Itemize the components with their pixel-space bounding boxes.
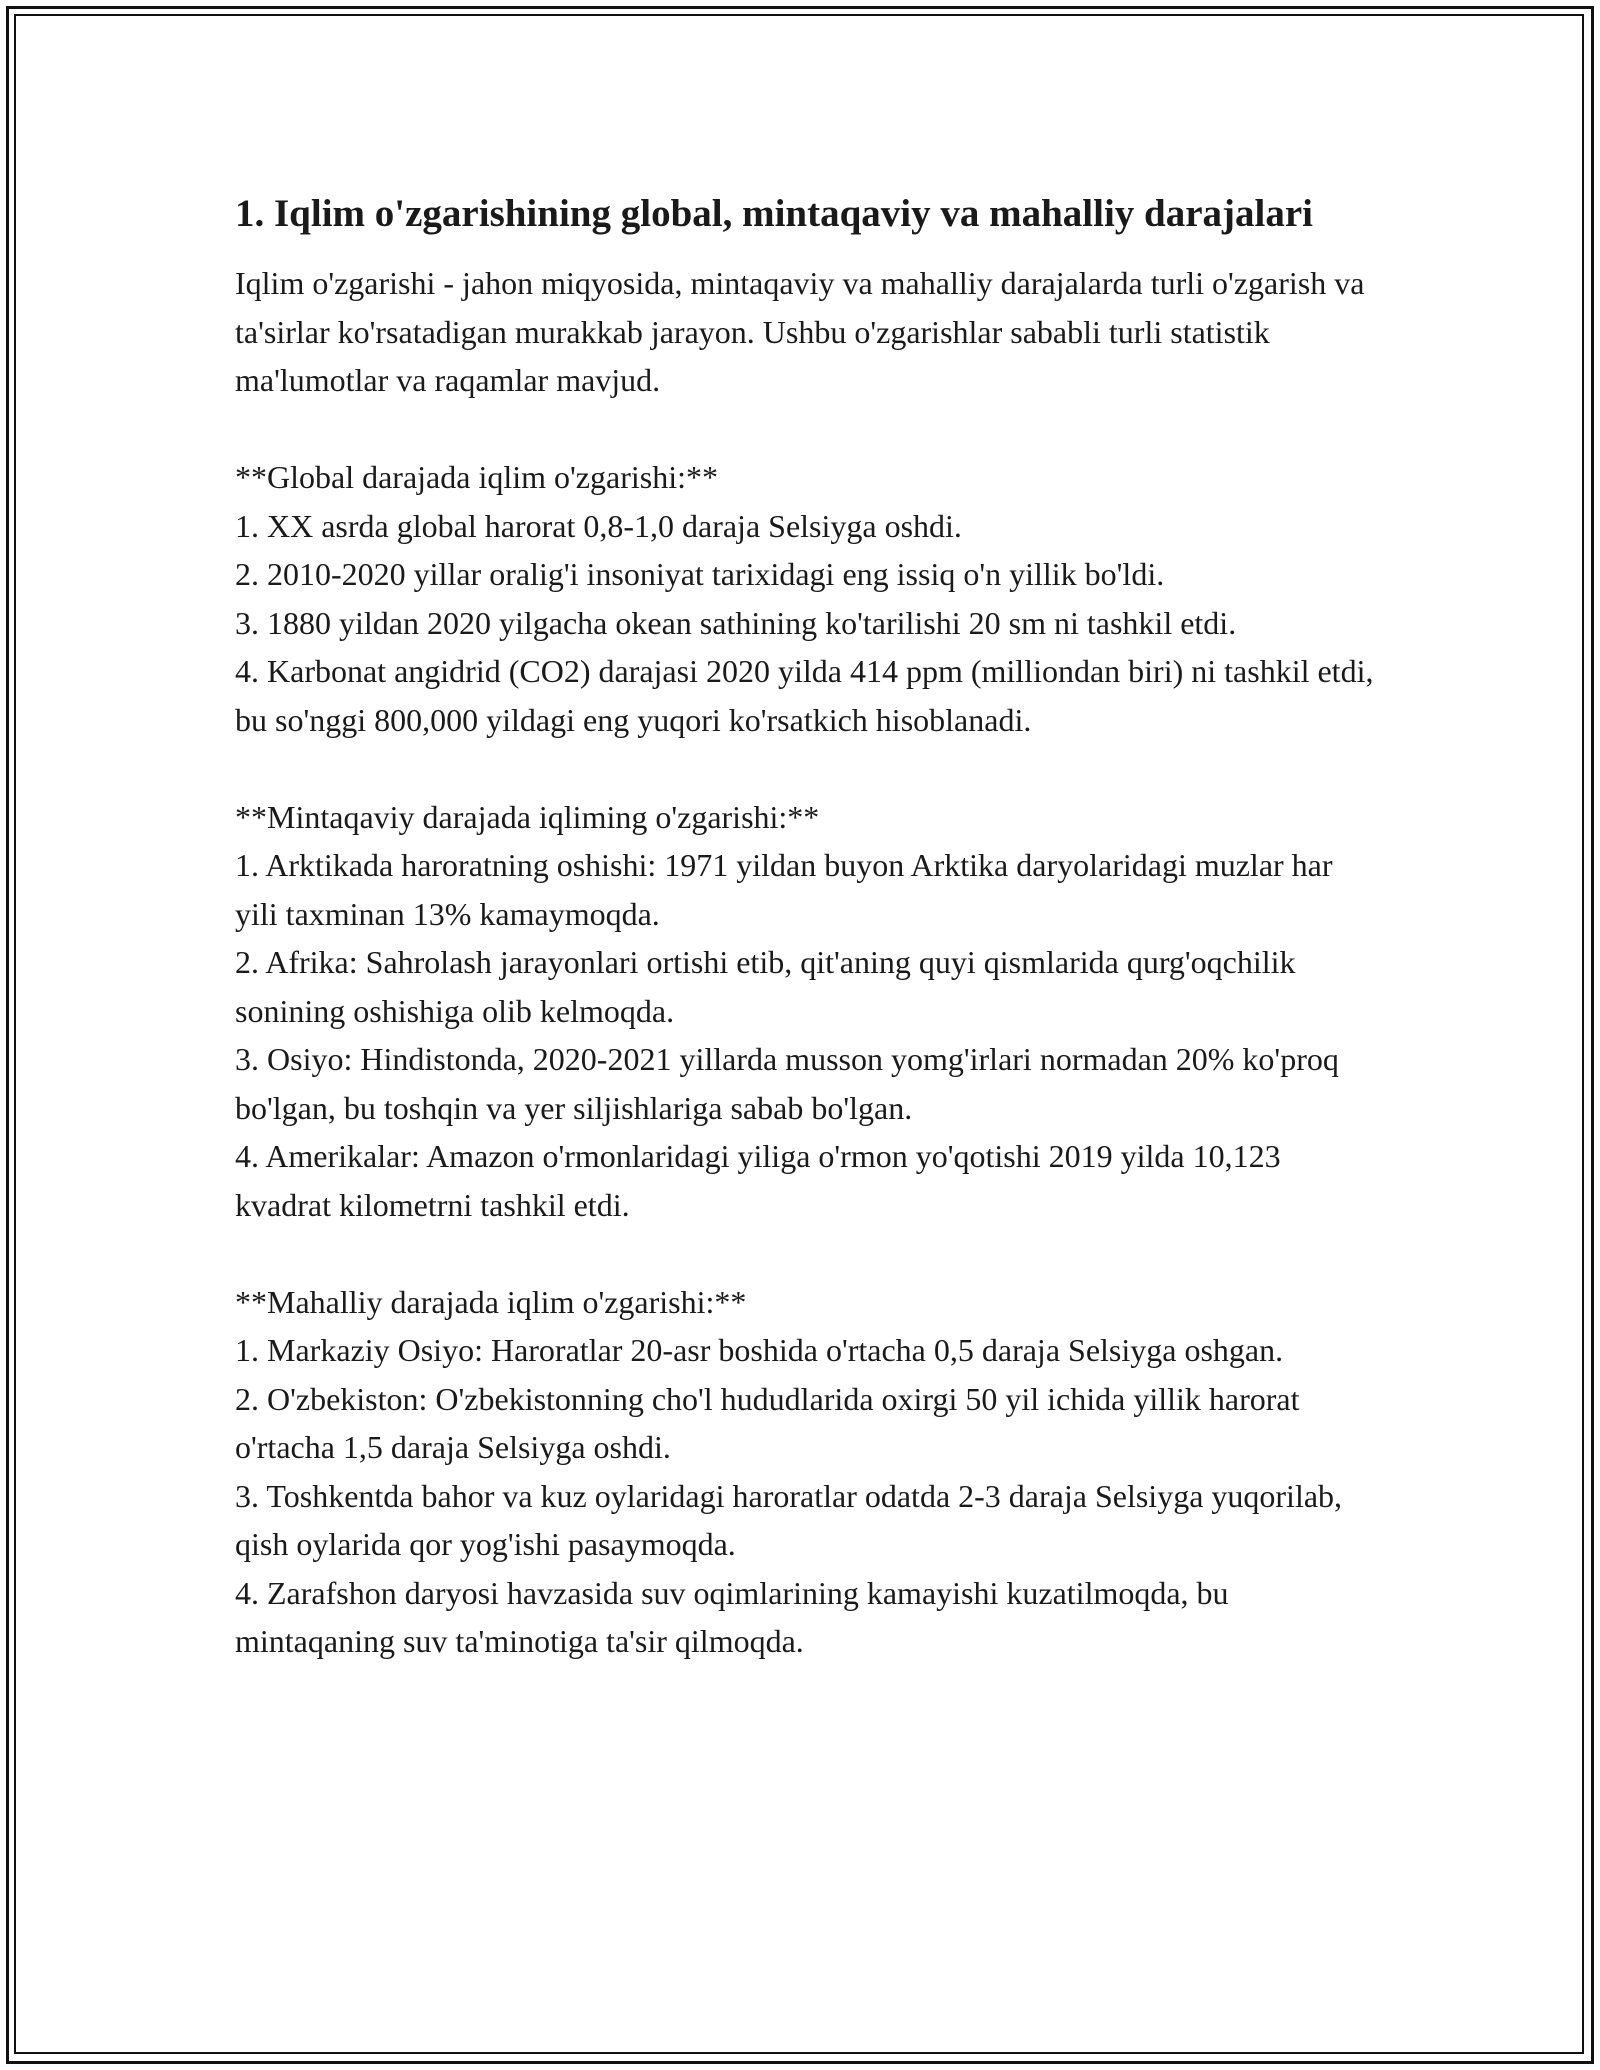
list-item: 3. 1880 yildan 2020 yilgacha okean sathining ko'tarilishi 20 sm ni tashkil etdi. (235, 604, 1237, 641)
intro-paragraph: Iqlim o'zgarishi - jahon miqyosida, mintaqaviy va mahalliy darajalarda turli o'zgarish va ta'sirlar ko'rsatadigan murakkab jarayon. Ushbu o'zgarishlar sababli turli statistik ma'lumotlar va raqamlar mavjud. (235, 265, 1365, 398)
list-item: 4. Karbonat angidrid (CO2) darajasi 2020 yilda 414 ppm (milliondan biri) ni tashkil etdi, bu so'nggi 800,000 yildagi eng yuqori ko'rsatkich hisoblanadi. (235, 653, 1374, 738)
list-item: 1. Markaziy Osiyo: Haroratlar 20-asr boshida o'rtacha 0,5 daraja Selsiyga oshgan. (235, 1332, 1284, 1368)
list-item: 3. Toshkentda bahor va kuz oylaridagi haroratlar odatda 2-3 daraja Selsiyga yuqorilab, qish oylarida qor yog'ishi pasaymoqda. (235, 1477, 1343, 1562)
section-heading: **Mintaqaviy darajada iqliming o'zgarishi:** (235, 798, 820, 835)
list-item: 2. O'zbekiston: O'zbekistonning cho'l hududlarida oxirgi 50 yil ichida yillik harorat o'rtacha 1,5 daraja Selsiyga oshdi. (235, 1380, 1300, 1465)
list-item: 2. Afrika: Sahrolash jarayonlari ortishi etib, qit'aning quyi qismlarida qurg'oqchilik sonining oshishiga olib kelmoqda. (235, 944, 1296, 1029)
list-item: 4. Zarafshon daryosi havzasida suv oqimlarining kamayishi kuzatilmoqda, bu mintaqaning suv ta'minotiga ta'sir qilmoqda. (235, 1574, 1229, 1659)
section-heading: **Global darajada iqlim o'zgarishi:** (235, 459, 718, 495)
section-heading: **Mahalliy darajada iqlim o'zgarishi:** (235, 1283, 747, 1320)
section-regional (235, 793, 1375, 1230)
list-item: 3. Osiyo: Hindistonda, 2020-2021 yillarda musson yomg'irlari normadan 20% ko'proq bo'lgan, bu toshqin va yer siljishlariga sabab bo'lgan. (235, 1041, 1339, 1126)
page-title: 1. Iqlim o'zgarishining global, mintaqaviy va mahalliy darajalari (235, 192, 1314, 235)
section-local (235, 1278, 1375, 1666)
list-item: 2. 2010-2020 yillar oralig'i insoniyat tarixidagi eng issiq o'n yillik bo'ldi. (235, 556, 1165, 592)
section-global (235, 453, 1375, 744)
document-body (235, 186, 1375, 1666)
list-item: 1. XX asrda global harorat 0,8-1,0 daraja Selsiyga oshdi. (235, 507, 962, 544)
list-item: 4. Amerikalar: Amazon o'rmonlaridagi yiliga o'rmon yo'qotishi 2019 yilda 10,123 kvadrat kilometrni tashkil etdi. (235, 1138, 1281, 1223)
list-item: 1. Arktikada haroratning oshishi: 1971 yildan buyon Arktika daryolaridagi muzlar har yili taxminan 13% kamaymoqda. (235, 847, 1333, 932)
